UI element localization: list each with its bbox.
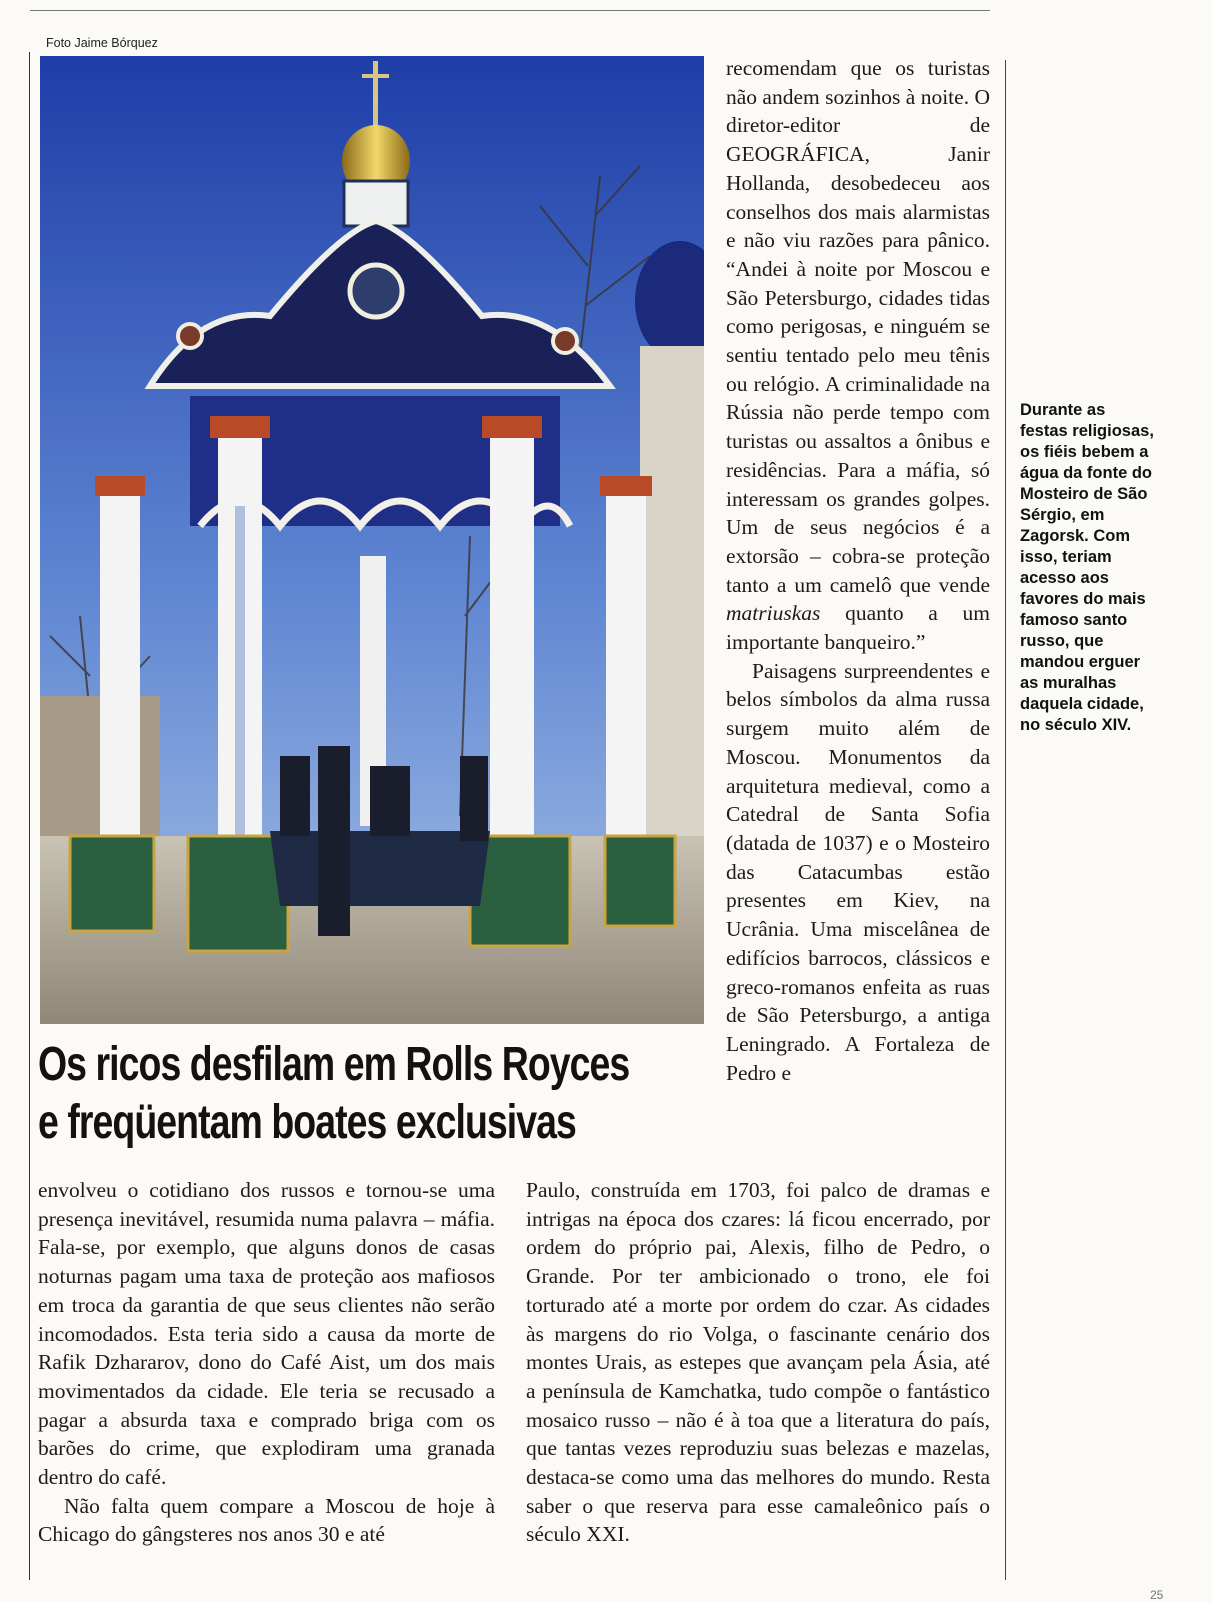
caption-line: água da fonte do [1020, 464, 1152, 482]
caption-line: os fiéis bebem a [1020, 443, 1149, 461]
italic-term: matriuskas [726, 601, 821, 626]
caption-line: no século XIV. [1020, 716, 1132, 734]
right-paragraph-2: Paisagens surpreendentes e belos símbolos da alma russa surgem muito além de Moscou. Monumentos da arquitetura medieval, como a Catedral de Santa Sofia (datada de 1037) e o Mosteiro das Catacumbas estão presentes em Kiev, na Ucrânia. Uma miscelânea de edifícios barrocos, clássicos e greco-romanos enfeita as ruas de São Petersburgo, a antiga Leningrado. A Fortaleza de Pedro e [726, 658, 990, 1085]
photo-caption [1020, 400, 1210, 736]
page-number: 25 [1150, 1588, 1164, 1602]
caption-line: Zagorsk. Com [1020, 527, 1131, 545]
paragraph-text: quanto a um importante banqueiro.” [726, 601, 990, 655]
photo-credit: Foto Jaime Bórquez [46, 36, 158, 50]
headline-line-2: e freqüentam boates exclusivas [38, 1096, 576, 1149]
paragraph-text: recomendam que os turistas não andem sozinhos à noite. O diretor-editor de GEOGRÁFICA, Janir Hollanda, desobedeceu aos conselhos dos mais alarmistas e não viu razões para pânico. “Andei à noite por Moscou e São Petersburgo, cidades tidas como perigosas, e ninguém se sentiu tentado pelo meu tênis ou relógio. A criminalidade na Rússia não perde tempo com turistas ou assaltos a ônibus e residências. Para a máfia, só interessam os grandes golpes. Um de seus negócios é a extorsão – cobra-se proteção tanto a um camelô que vende [726, 56, 990, 597]
caption-line: as muralhas [1020, 674, 1117, 692]
headline-line-1: Os ricos desfilam em Rolls Royces [38, 1038, 630, 1091]
caption-line: daquela cidade, [1020, 695, 1144, 713]
caption-line: favores do mais [1020, 590, 1146, 608]
left-rule [29, 52, 30, 1580]
caption-line: Mosteiro de São [1020, 485, 1148, 503]
article-headline [38, 1036, 630, 1152]
caption-line: mandou erguer [1020, 653, 1141, 671]
right-text-column [726, 54, 990, 1087]
gazebo-fountain-photo [40, 56, 704, 1024]
bottom-right-paragraph-1: Paulo, construída em 1703, foi palco de dramas e intrigas na época dos czares: lá ficou encerrado, por ordem do próprio pai, Alexis, filho de Pedro, o Grande. Por ter ambicionado o trono, ele foi torturado até a morte por ordem do czar. As cidades às margens do rio Volga, o fascinante cenário dos montes Urais, as estepes que avançam pela Ásia, até a península de Kamchatka, tudo compõe o fantástico mosaico russo – não é à toa que a literatura do país, que tantas vezes reproduziu suas belezas e mazelas, destaca-se como uma das melhores do mundo. Resta saber o que reserva para esse camaleônico país o século XXI. [526, 1178, 990, 1547]
top-rule [30, 10, 990, 11]
caption-line: Sérgio, em [1020, 506, 1105, 524]
caption-line: festas religiosas, [1020, 422, 1154, 440]
caption-divider-rule [1005, 60, 1006, 1580]
bottom-left-paragraph-2: Não falta quem compare a Moscou de hoje à Chicago do gângsteres nos anos 30 e até [38, 1493, 495, 1547]
bottom-left-paragraph-1: envolveu o cotidiano dos russos e tornou-se uma presença inevitável, resumida numa palavra – máfia. Fala-se, por exemplo, que alguns donos de casas noturnas pagam uma taxa de proteção aos mafiosos em troca da garantia de que seus clientes não serão incomodados. Esta teria sido a causa da morte de Rafik Dzhararov, dono do Café Aist, um dos mais movimentados da cidade. Ele teria se recusado a pagar a absurda taxa e comprado briga com os barões do crime, que explodiram uma granada dentro do café. [38, 1178, 495, 1490]
caption-line: russo, que [1020, 632, 1104, 650]
caption-line: isso, teriam [1020, 548, 1112, 566]
right-paragraph-1 [726, 54, 990, 657]
caption-line: acesso aos [1020, 569, 1109, 587]
bottom-right-text-column [526, 1176, 990, 1549]
caption-line: famoso santo [1020, 611, 1128, 629]
bottom-left-text-column [38, 1176, 495, 1549]
caption-line: Durante as [1020, 401, 1106, 419]
